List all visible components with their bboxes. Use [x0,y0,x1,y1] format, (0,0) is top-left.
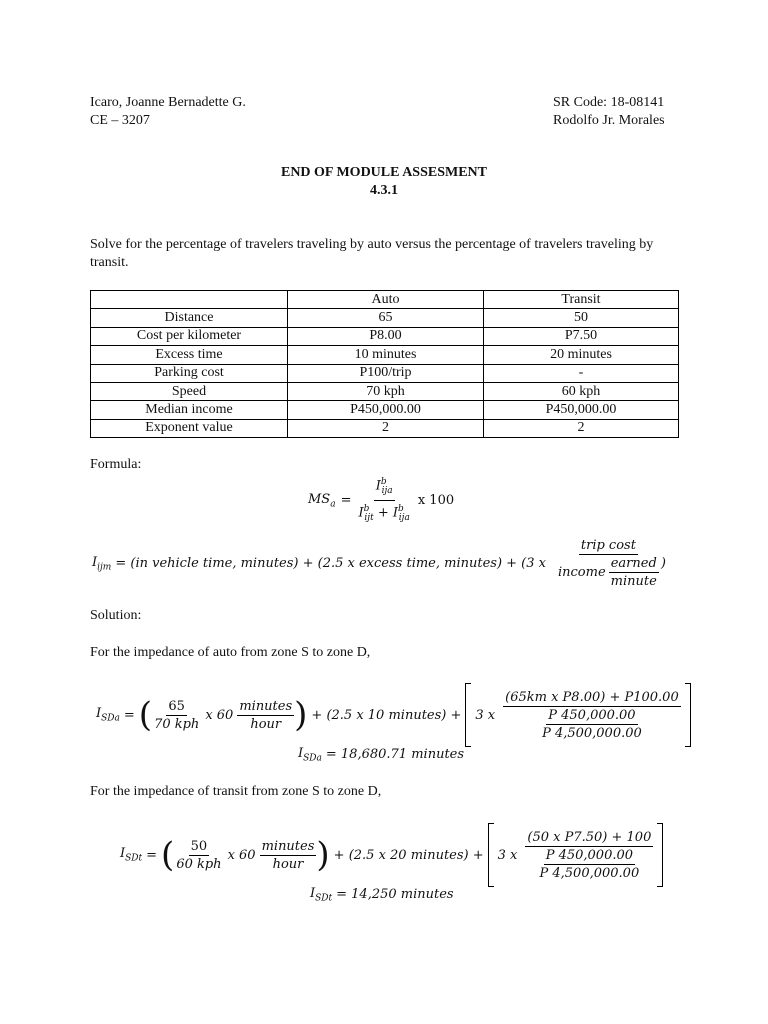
ms-fraction: $\frac{I^b_{ija}}{I^b_{ijt} + I^b_{ija}}$ [357,474,412,527]
table-cell: 50 [484,309,679,327]
formula-impedance: $I_{ijm}$ = (in vehicle time, minutes) + (2.5 x excess time, minutes) + (3 x trip cost income $\frac{\text{earned}}{\text{minute}}$ ) [92,538,666,589]
auto-label: For the impedance of auto from zone S to zone D, [90,645,371,660]
table-cell: - [484,364,679,382]
table-cell: Transit [484,291,679,309]
table-row [91,364,679,382]
formula-market-share: $MS_a$ = $\frac{I^b_{ija}}{I^b_{ijt} + I^b_{ija}}$ x 100 [308,474,454,527]
section-code: CE – 3207 [90,113,150,128]
title-line-1: END OF MODULE ASSESMENT [280,165,487,180]
data-table [90,290,679,438]
table-cell [91,291,288,309]
table-cell: 20 minutes [484,346,679,364]
student-name: Icaro, Joanne Bernadette G. [90,95,246,110]
table-header-row [91,291,679,309]
table-cell: Cost per kilometer [91,327,288,345]
table-cell: Parking cost [91,364,288,382]
formula-label: Formula: [90,457,142,472]
table-row [91,419,679,437]
auto-impedance-equation: $I_{SDa}$ = ( $\frac{65}{\text{70 kph}}$ x 60 $\frac{\text{minutes}}{\text{hour}}$ ) + (2.5 x 10 minutes) + 3 x $\frac{\text{(65km x P8.00) + P100.00}}{\frac{P 450,000.00}{P 4,500,000.00}}$ [96,683,691,747]
transit-label: For the impedance of transit from zone S to zone D, [90,784,382,799]
auto-impedance-result: $I_{SDa}$ = 18,680.71 minutes [298,746,465,764]
table-row [91,346,679,364]
table-row [91,327,679,345]
table-row [91,309,679,327]
ms-lhs: $MS_a$ [308,491,336,510]
table-cell: 70 kph [288,382,484,400]
table-cell: Median income [91,401,288,419]
table-cell: P100/trip [288,364,484,382]
table-cell: Exponent value [91,419,288,437]
header-right [553,94,665,130]
ms-times: x 100 [417,492,455,508]
transit-impedance-equation: $I_{SDt}$ = ( $\frac{50}{\text{60 kph}}$ x 60 $\frac{\text{minutes}}{\text{hour}}$ ) + (2.5 x 20 minutes) + 3 x $\frac{\text{(50 x P7.50) + 100}}{\frac{P 450,000.00}{P 4,500,000.00}}$ [120,823,663,887]
solution-label: Solution: [90,608,142,623]
table-cell: 2 [484,419,679,437]
table-cell: 2 [288,419,484,437]
table-cell: Excess time [91,346,288,364]
table-cell: Speed [91,382,288,400]
table-cell: Distance [91,309,288,327]
table-cell: P7.50 [484,327,679,345]
table-row [91,401,679,419]
trip-cost-fraction: trip cost income $\frac{\text{earned}}{\text{minute}}$ [558,538,657,589]
table-cell: P8.00 [288,327,484,345]
instructor-name: Rodolfo Jr. Morales [553,113,665,128]
table-cell: 60 kph [484,382,679,400]
table-row [91,382,679,400]
table-cell: Auto [288,291,484,309]
problem-statement: Solve for the percentage of travelers traveling by auto versus the percentage of travelers traveling by transit. [90,237,654,270]
table-cell: 65 [288,309,484,327]
table-cell: P450,000.00 [484,401,679,419]
sr-code: SR Code: 18-08141 [553,95,665,110]
document-title [0,164,768,200]
title-line-2: 4.3.1 [370,183,398,198]
transit-impedance-result: $I_{SDt}$ = 14,250 minutes [310,886,454,904]
table-cell: P450,000.00 [288,401,484,419]
header-left [90,94,246,130]
table-cell: 10 minutes [288,346,484,364]
impedance-terms: = (in vehicle time, minutes) + (2.5 x excess time, minutes) + (3 x [115,556,546,571]
